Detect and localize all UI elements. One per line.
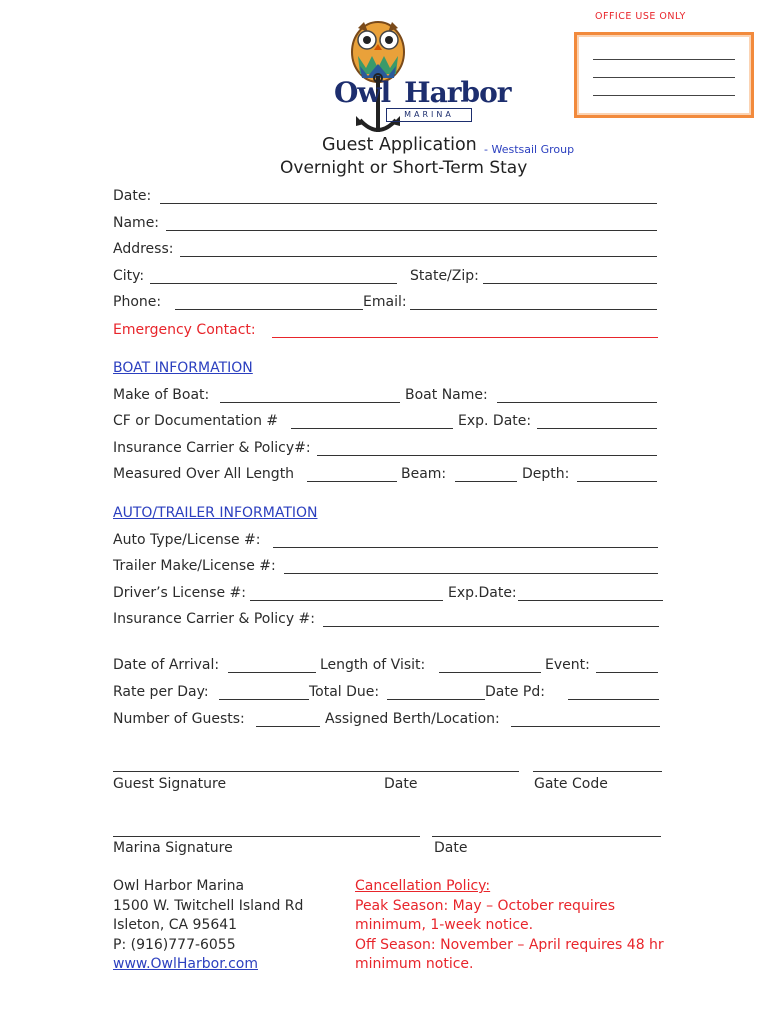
auto-type-label: Auto Type/License #: (113, 532, 261, 548)
cancellation-line: minimum notice. (355, 956, 474, 972)
email-label: Email: (363, 294, 407, 310)
page-subtitle: Overnight or Short-Term Stay (280, 158, 528, 178)
state-zip-label: State/Zip: (410, 268, 479, 284)
owl-harbor-logo (326, 20, 511, 140)
number-of-guests-label: Number of Guests: (113, 711, 245, 727)
length-of-visit-label: Length of Visit: (320, 657, 426, 673)
marina-address-block (113, 877, 303, 975)
auto-type-field[interactable] (273, 547, 658, 548)
total-due-field[interactable] (387, 699, 485, 700)
company-name: Owl Harbor Marina (113, 878, 245, 894)
logo-text-owl: Owl (334, 76, 391, 109)
boat-insurance-field[interactable] (317, 455, 657, 456)
auto-trailer-heading: AUTO/TRAILER INFORMATION (113, 505, 318, 521)
auto-insurance-label: Insurance Carrier & Policy #: (113, 611, 316, 627)
make-of-boat-label: Make of Boat: (113, 387, 210, 403)
group-label: - Westsail Group (484, 143, 575, 156)
marina-signature-label: Marina Signature (113, 840, 233, 856)
length-of-visit-field[interactable] (439, 672, 541, 673)
date-field[interactable] (160, 203, 657, 204)
loa-label: Measured Over All Length (113, 466, 295, 482)
rate-per-day-field[interactable] (219, 699, 309, 700)
phone-number: P: (916)777-6055 (113, 936, 236, 953)
boat-name-label: Boat Name: (405, 387, 488, 403)
office-line[interactable] (593, 95, 735, 96)
cancellation-policy (355, 877, 685, 975)
boat-info-heading: BOAT INFORMATION (113, 360, 253, 376)
boat-name-field[interactable] (497, 402, 657, 403)
address-field[interactable] (180, 256, 657, 257)
logo-marina: MARINA (386, 108, 472, 122)
boat-exp-date-field[interactable] (537, 428, 657, 429)
email-field[interactable] (410, 309, 657, 310)
city-address: Isleton, CA 95641 (113, 917, 238, 933)
cancellation-title: Cancellation Policy: (355, 878, 491, 894)
marina-date-line[interactable] (432, 836, 661, 837)
loa-field[interactable] (307, 481, 397, 482)
date-label: Date: (113, 188, 152, 204)
drivers-license-field[interactable] (250, 600, 443, 601)
office-use-label: OFFICE USE ONLY (595, 11, 686, 22)
name-field[interactable] (166, 230, 657, 231)
page-title: Guest Application (322, 135, 477, 155)
guest-date-label: Date (384, 776, 418, 792)
marina-date-label: Date (434, 840, 468, 856)
boat-exp-date-label: Exp. Date: (458, 413, 532, 429)
auto-exp-date-label: Exp.Date: (448, 585, 517, 601)
street-address: 1500 W. Twitchell Island Rd (113, 897, 304, 914)
guest-signature-line[interactable] (113, 771, 519, 772)
number-of-guests-field[interactable] (256, 726, 320, 727)
auto-exp-date-field[interactable] (518, 600, 663, 601)
cancellation-line: Peak Season: May – October requires (355, 897, 616, 914)
assigned-berth-field[interactable] (511, 726, 660, 727)
trailer-field[interactable] (284, 573, 658, 574)
cancellation-line: Off Season: November – April requires 48 hr (355, 936, 664, 953)
gate-code-label: Gate Code (534, 776, 608, 792)
marina-signature-line[interactable] (113, 836, 420, 837)
office-line[interactable] (593, 59, 735, 60)
city-label: City: (113, 268, 145, 284)
date-paid-label: Date Pd: (485, 684, 545, 700)
cf-documentation-field[interactable] (291, 428, 453, 429)
cf-documentation-label: CF or Documentation # (113, 413, 279, 429)
name-label: Name: (113, 215, 160, 231)
city-field[interactable] (150, 283, 397, 284)
beam-field[interactable] (455, 481, 517, 482)
office-line[interactable] (593, 77, 735, 78)
trailer-label: Trailer Make/License #: (113, 558, 276, 574)
total-due-label: Total Due: (309, 684, 380, 700)
state-zip-field[interactable] (483, 283, 657, 284)
arrival-label: Date of Arrival: (113, 657, 220, 673)
website-link[interactable]: www.OwlHarbor.com (113, 956, 259, 972)
guest-signature-label: Guest Signature (113, 776, 227, 792)
beam-label: Beam: (401, 466, 447, 482)
gate-code-line[interactable] (533, 771, 662, 772)
event-field[interactable] (596, 672, 658, 673)
boat-insurance-label: Insurance Carrier & Policy#: (113, 440, 311, 456)
address-label: Address: (113, 241, 174, 257)
depth-label: Depth: (522, 466, 570, 482)
drivers-license-label: Driver’s License #: (113, 585, 246, 601)
event-label: Event: (545, 657, 590, 673)
make-of-boat-field[interactable] (220, 402, 400, 403)
emergency-contact-field[interactable] (272, 337, 658, 338)
rate-per-day-label: Rate per Day: (113, 684, 209, 700)
logo-text-harbor: Harbor (404, 76, 511, 109)
date-paid-field[interactable] (568, 699, 659, 700)
depth-field[interactable] (577, 481, 657, 482)
emergency-contact-label: Emergency Contact: (113, 322, 256, 338)
cancellation-line: minimum, 1-week notice. (355, 917, 534, 933)
phone-label: Phone: (113, 294, 162, 310)
assigned-berth-label: Assigned Berth/Location: (325, 711, 500, 727)
arrival-field[interactable] (228, 672, 316, 673)
office-use-box (574, 32, 754, 118)
phone-field[interactable] (175, 309, 363, 310)
auto-insurance-field[interactable] (323, 626, 659, 627)
